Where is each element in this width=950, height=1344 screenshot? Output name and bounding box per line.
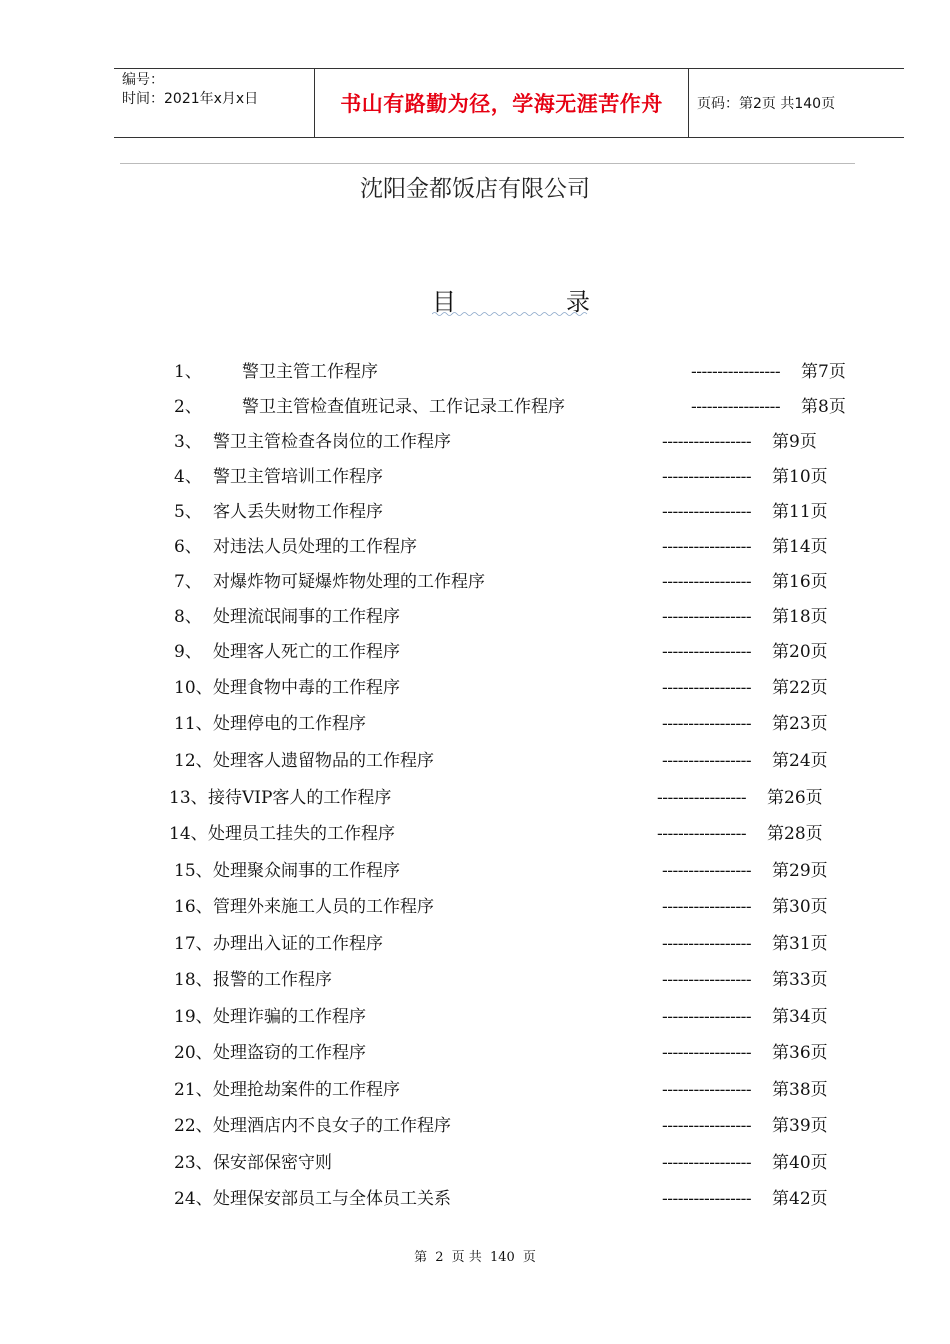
toc-entry-leader: -----------------: [662, 970, 752, 990]
toc-entry: [0, 712, 950, 736]
toc-entry-title: 处理酒店内不良女子的工作程序: [213, 1116, 451, 1136]
toc-entry-number: 12、: [174, 751, 213, 771]
header-meta-cell: [114, 69, 315, 137]
toc-entry-number: 17、: [174, 934, 213, 954]
toc-entry-page: 第20页: [772, 642, 828, 662]
toc-entry: [0, 895, 950, 919]
toc-entry-title: 对违法人员处理的工作程序: [213, 537, 417, 557]
company-name: 沈阳金都饭店有限公司: [360, 176, 590, 202]
toc-entry: [0, 1078, 950, 1102]
toc-entry-title: 管理外来施工人员的工作程序: [213, 897, 434, 917]
toc-heading: [432, 282, 590, 318]
header-page-cell: [689, 69, 904, 137]
toc-entry-page: 第7页: [801, 362, 846, 382]
toc-entry-leader: -----------------: [662, 751, 752, 771]
toc-entry-title: 客人丢失财物工作程序: [213, 502, 383, 522]
toc-entry-title: 处理抢劫案件的工作程序: [213, 1080, 400, 1100]
footer-total-pages: 140: [489, 1250, 515, 1265]
toc-entry-number: 5、: [174, 502, 202, 522]
toc-entry-title: 处理盗窃的工作程序: [213, 1043, 366, 1063]
toc-entry: [0, 570, 950, 594]
toc-entry-number: 3、: [174, 432, 202, 452]
toc-entry-page: 第30页: [772, 897, 828, 917]
wavy-underline: [432, 311, 590, 317]
footer-suffix: 页: [522, 1250, 536, 1265]
toc-entry-number: 1、: [174, 362, 202, 382]
toc-entry-title: 处理保安部员工与全体员工关系: [213, 1189, 451, 1209]
toc-entry-page: 第14页: [772, 537, 828, 557]
toc-entry-leader: -----------------: [662, 502, 752, 522]
toc-entry-title: 警卫主管工作程序: [242, 362, 378, 382]
toc-entry-number: 23、: [174, 1153, 213, 1173]
toc-entry-leader: -----------------: [662, 1116, 752, 1136]
toc-entry: [0, 640, 950, 664]
toc-entry-title: 处理流氓闹事的工作程序: [213, 607, 400, 627]
toc-entry-title: 处理聚众闹事的工作程序: [213, 861, 400, 881]
toc-entry-page: 第22页: [772, 678, 828, 698]
toc-entry: [0, 605, 950, 629]
toc-entry-number: 7、: [174, 572, 202, 592]
toc-entry-title: 处理员工挂失的工作程序: [208, 824, 395, 844]
toc-entry-page: 第29页: [772, 861, 828, 881]
toc-entry: [0, 749, 950, 773]
toc-entry: [0, 968, 950, 992]
toc-entry-number: 13、: [169, 788, 208, 808]
separator-line: [120, 163, 855, 164]
toc-entry-title: 处理停电的工作程序: [213, 714, 366, 734]
toc-entry: [0, 395, 950, 419]
toc-entry-leader: -----------------: [662, 678, 752, 698]
toc-entry-leader: -----------------: [657, 824, 747, 844]
toc-entry: [0, 360, 950, 384]
toc-entry-title: 处理食物中毒的工作程序: [213, 678, 400, 698]
toc-entry: [0, 1005, 950, 1029]
toc-entry-title: 警卫主管检查各岗位的工作程序: [213, 432, 451, 452]
toc-entry-page: 第28页: [767, 824, 823, 844]
toc-entry-title: 接待VIP客人的工作程序: [208, 788, 392, 808]
toc-entry-number: 8、: [174, 607, 202, 627]
toc-entry-leader: -----------------: [657, 788, 747, 808]
page-footer: [0, 1246, 950, 1265]
toc-entry-leader: -----------------: [662, 467, 752, 487]
toc-entry-page: 第24页: [772, 751, 828, 771]
toc-entry-leader: -----------------: [662, 1043, 752, 1063]
toc-entry-page: 第39页: [772, 1116, 828, 1136]
toc-entry-title: 办理出入证的工作程序: [213, 934, 383, 954]
toc-heading-char-1: 目: [432, 288, 456, 316]
footer-page-number: 2: [435, 1250, 444, 1265]
toc-entry-leader: -----------------: [662, 607, 752, 627]
toc-entry-page: 第26页: [767, 788, 823, 808]
toc-entry-number: 22、: [174, 1116, 213, 1136]
toc-entry-page: 第42页: [772, 1189, 828, 1209]
toc-entry-page: 第36页: [772, 1043, 828, 1063]
toc-entry-page: 第10页: [772, 467, 828, 487]
toc-entry: [0, 1114, 950, 1138]
toc-entry: [0, 465, 950, 489]
toc-entry-page: 第34页: [772, 1007, 828, 1027]
toc-entry-number: 14、: [169, 824, 208, 844]
toc-entry-leader: -----------------: [662, 1007, 752, 1027]
toc-entry-page: 第16页: [772, 572, 828, 592]
toc-entry-title: 处理诈骗的工作程序: [213, 1007, 366, 1027]
toc-entry: [0, 430, 950, 454]
toc-entry-leader: -----------------: [662, 897, 752, 917]
toc-entry-number: 4、: [174, 467, 202, 487]
footer-mid: 页 共: [451, 1250, 482, 1265]
toc-entry-leader: -----------------: [691, 397, 781, 417]
toc-entry-title: 警卫主管培训工作程序: [213, 467, 383, 487]
toc-entry: [0, 932, 950, 956]
number-label: 编号：: [122, 72, 164, 88]
toc-entry-page: 第33页: [772, 970, 828, 990]
toc-entry-number: 18、: [174, 970, 213, 990]
toc-entry: [0, 1187, 950, 1211]
toc-entry: [0, 822, 950, 846]
toc-entry-number: 20、: [174, 1043, 213, 1063]
toc-entry-number: 11、: [174, 714, 213, 734]
toc-entry-leader: -----------------: [662, 1153, 752, 1173]
toc-entry-number: 21、: [174, 1080, 213, 1100]
toc-entry-leader: -----------------: [662, 1189, 752, 1209]
toc-entry-number: 19、: [174, 1007, 213, 1027]
toc-entry-page: 第31页: [772, 934, 828, 954]
toc-entry-leader: -----------------: [662, 934, 752, 954]
header-page-info: 页码：第2页 共140页: [697, 96, 836, 112]
toc-entry-leader: -----------------: [662, 642, 752, 662]
motto-text: 书山有路勤为径，学海无涯苦作舟: [340, 92, 663, 116]
toc-entry-title: 处理客人死亡的工作程序: [213, 642, 400, 662]
toc-entry-number: 2、: [174, 397, 202, 417]
toc-entry: [0, 1151, 950, 1175]
time-label: 时间：2021年x月x日: [122, 91, 259, 107]
toc-entry-leader: -----------------: [662, 861, 752, 881]
toc-entry-leader: -----------------: [662, 1080, 752, 1100]
toc-entry-page: 第23页: [772, 714, 828, 734]
toc-entry-page: 第9页: [772, 432, 817, 452]
toc-entry-number: 16、: [174, 897, 213, 917]
header-motto-cell: [315, 69, 689, 137]
toc-entry-number: 10、: [174, 678, 213, 698]
toc-entry-number: 24、: [174, 1189, 213, 1209]
toc-entry: [0, 535, 950, 559]
toc-entry-page: 第18页: [772, 607, 828, 627]
toc-entry-leader: -----------------: [691, 362, 781, 382]
toc-entry-title: 警卫主管检查值班记录、工作记录工作程序: [242, 397, 565, 417]
toc-entry-leader: -----------------: [662, 537, 752, 557]
toc-entry-number: 15、: [174, 861, 213, 881]
toc-entry: [0, 786, 950, 810]
toc-entry-title: 保安部保密守则: [213, 1153, 332, 1173]
toc-entry-title: 报警的工作程序: [213, 970, 332, 990]
toc-entry-page: 第11页: [772, 502, 828, 522]
toc-entry-leader: -----------------: [662, 714, 752, 734]
toc-entry: [0, 676, 950, 700]
toc-entry: [0, 1041, 950, 1065]
document-header: [114, 68, 904, 138]
toc-entry-page: 第8页: [801, 397, 846, 417]
toc-entry-page: 第38页: [772, 1080, 828, 1100]
toc-heading-char-2: 录: [566, 288, 590, 316]
toc-entry-number: 9、: [174, 642, 202, 662]
toc-entry: [0, 859, 950, 883]
toc-entry-number: 6、: [174, 537, 202, 557]
toc-entry-title: 处理客人遗留物品的工作程序: [213, 751, 434, 771]
toc-entry-leader: -----------------: [662, 432, 752, 452]
toc-entry-leader: -----------------: [662, 572, 752, 592]
footer-prefix: 第: [414, 1250, 428, 1265]
toc-entry-page: 第40页: [772, 1153, 828, 1173]
toc-entry-title: 对爆炸物可疑爆炸物处理的工作程序: [213, 572, 485, 592]
toc-entry: [0, 500, 950, 524]
